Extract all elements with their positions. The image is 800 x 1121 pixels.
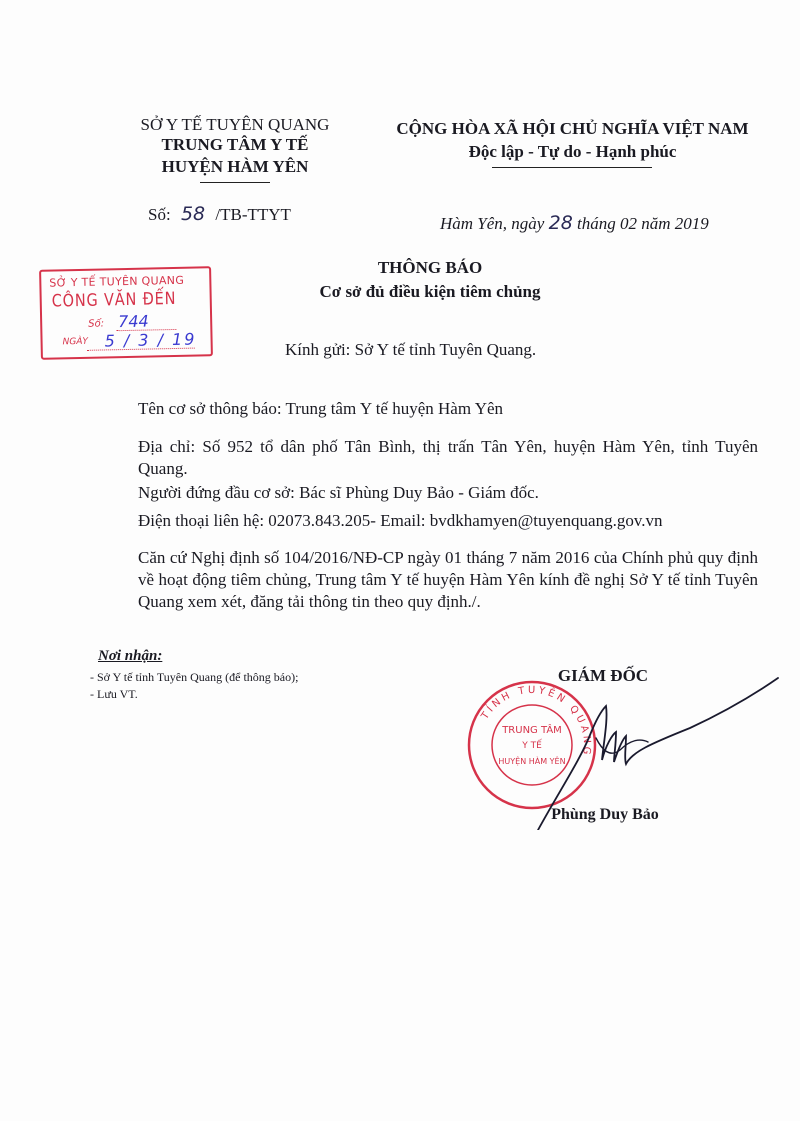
stamp-agency: SỞ Y TẾ TUYÊN QUANG — [49, 273, 185, 290]
place-date-day: 28 — [548, 212, 573, 234]
stamp-number-label: Số: — [88, 318, 105, 330]
agency-name: TRUNG TÂM Y TẾ — [161, 135, 309, 154]
document-type: THÔNG BÁO — [377, 258, 483, 277]
seal-line1: TRUNG TÂM — [502, 725, 562, 736]
recipients-item: - Sở Y tế tỉnh Tuyên Quang (để thông báo); — [90, 670, 299, 684]
document-number-value: 58 — [180, 203, 206, 225]
recipients-item: - Lưu VT. — [90, 687, 138, 701]
document-number-suffix: /TB-TTYT — [215, 205, 291, 224]
legal-basis-paragraph: Căn cứ Nghị định số 104/2016/NĐ-CP ngày 01 tháng 7 năm 2016 của Chính phủ quy định về hoạt động tiêm chủng, Trung tâm Y tế huyện Hàm Yên kính đề nghị Sở Y tế tỉnh Tuyên Quang xem xét, đăng tải thông tin theo quy định./. — [138, 548, 758, 611]
stamp-number-value: 744 — [117, 311, 149, 332]
stamp-date-line — [87, 348, 195, 352]
agency-parent: SỞ Y TẾ TUYÊN QUANG — [140, 115, 330, 134]
seal-line2: Y TẾ — [522, 741, 542, 751]
facility-address: Địa chỉ: Số 952 tổ dân phố Tân Bình, thị trấn Tân Yên, huyện Hàm Yên, tỉnh Tuyên Quang. — [138, 437, 758, 478]
agency-name-line2: HUYỆN HÀM YÊN — [161, 157, 309, 176]
document-subject: Cơ sở đủ điều kiện tiêm chủng — [319, 282, 541, 301]
place-date-prefix: Hàm Yên, ngày — [440, 214, 545, 233]
nation-motto: Độc lập - Tự do - Hạnh phúc — [468, 142, 677, 161]
document-number — [148, 203, 291, 225]
facility-contact: Điện thoại liên hệ: 02073.843.205- Email: bvdkhamyen@tuyenquang.gov.vn — [138, 511, 663, 530]
recipient-line: Kính gửi: Sở Y tế tỉnh Tuyên Quang. — [285, 340, 537, 359]
document-number-label: Số: — [148, 205, 171, 224]
stamp-date-label: NGÀY — [62, 336, 89, 348]
seal-outer-text: TỈNH TUYÊN QUANG — [479, 684, 593, 758]
place-and-date — [440, 212, 709, 234]
recipients-title: Nơi nhận: — [98, 648, 163, 664]
incoming-document-stamp — [39, 266, 213, 360]
stamp-date-value: 5 / 3 / 19 — [104, 329, 197, 351]
signer-title: GIÁM ĐỐC — [557, 666, 649, 685]
nation-title: CỘNG HÒA XÃ HỘI CHỦ NGHĨA VIỆT NAM — [396, 119, 749, 138]
place-date-suffix: tháng 02 năm 2019 — [577, 214, 709, 233]
header-divider-right — [492, 167, 652, 168]
facility-name: Tên cơ sở thông báo: Trung tâm Y tế huyện Hàm Yên — [138, 399, 504, 418]
header-divider-left — [200, 182, 270, 183]
signer-name: Phùng Duy Bảo — [551, 806, 659, 823]
facility-head: Người đứng đầu cơ sở: Bác sĩ Phùng Duy Bảo - Giám đốc. — [138, 483, 539, 502]
handwritten-signature — [490, 640, 780, 830]
seal-line3: HUYỆN HÀM YÊN — [498, 757, 566, 766]
stamp-title: CÔNG VĂN ĐẾN — [51, 288, 177, 312]
